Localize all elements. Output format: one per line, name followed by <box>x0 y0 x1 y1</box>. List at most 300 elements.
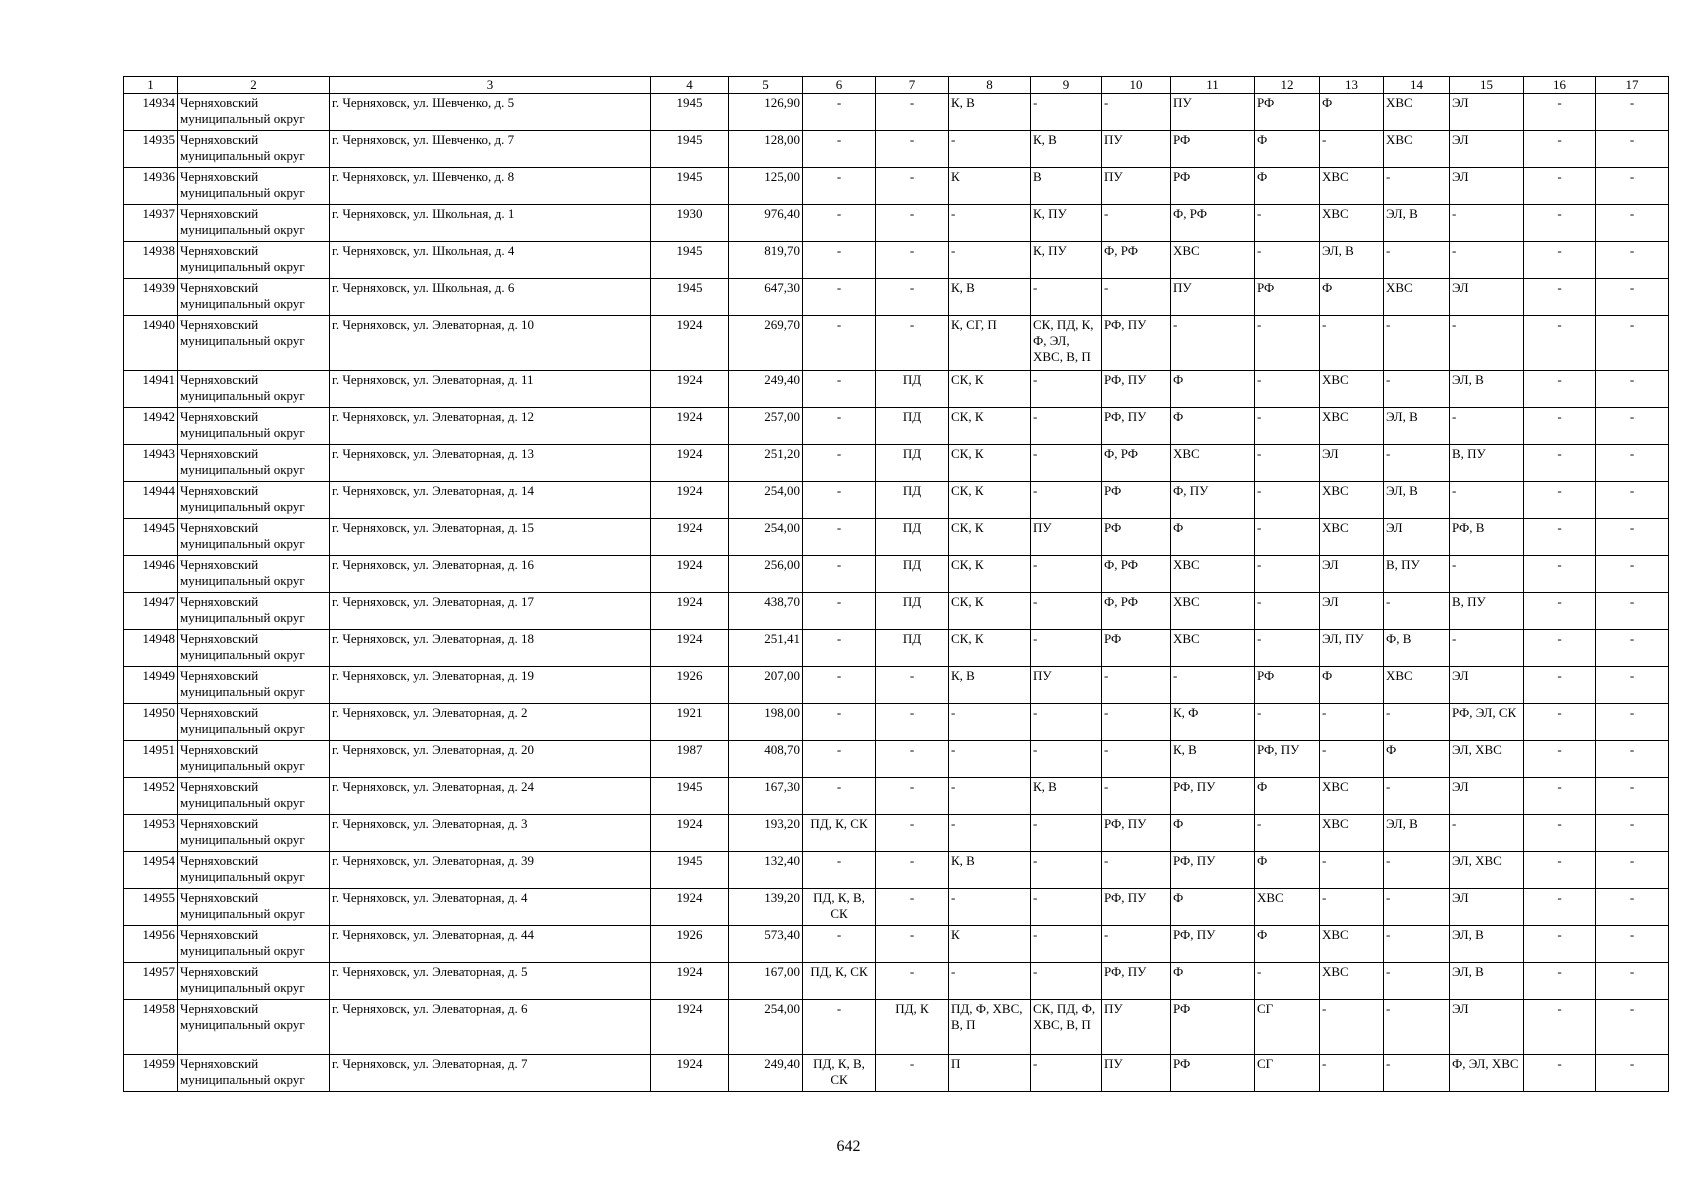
table-cell-col-12: - <box>1255 371 1320 408</box>
table-cell-col-13: ЭЛ <box>1320 556 1384 593</box>
table-cell-col-4: 1924 <box>651 482 729 519</box>
table-cell-col-6: - <box>803 94 876 131</box>
table-cell-col-17: - <box>1596 1055 1669 1092</box>
table-cell-col-4: 1924 <box>651 963 729 1000</box>
table-cell-col-9: - <box>1031 482 1102 519</box>
table-cell-col-13: ЭЛ, В <box>1320 242 1384 279</box>
column-number-cell: 16 <box>1524 77 1596 94</box>
table-cell-col-12: РФ <box>1255 667 1320 704</box>
table-cell-col-13: ХВС <box>1320 963 1384 1000</box>
table-cell-col-2: Черняховский муниципальный округ <box>178 556 330 593</box>
table-cell-col-9: К, ПУ <box>1031 205 1102 242</box>
table-cell-col-12: - <box>1255 593 1320 630</box>
table-cell-col-2: Черняховский муниципальный округ <box>178 630 330 667</box>
table-cell-col-2: Черняховский муниципальный округ <box>178 889 330 926</box>
table-cell-col-7: - <box>876 1055 949 1092</box>
table-cell-col-2: Черняховский муниципальный округ <box>178 704 330 741</box>
table-cell-col-17: - <box>1596 963 1669 1000</box>
table-cell-col-6: ПД, К, СК <box>803 963 876 1000</box>
table-cell-col-17: - <box>1596 482 1669 519</box>
table-cell-col-14: ХВС <box>1384 667 1450 704</box>
table-row <box>124 242 1669 279</box>
table-cell-col-7: ПД <box>876 408 949 445</box>
table-cell-col-17: - <box>1596 408 1669 445</box>
column-number-cell: 2 <box>178 77 330 94</box>
table-cell-col-1: 14936 <box>124 168 178 205</box>
column-number-cell: 1 <box>124 77 178 94</box>
table-cell-col-14: ЭЛ <box>1384 519 1450 556</box>
table-cell-col-6: - <box>803 482 876 519</box>
table-cell-col-3: г. Черняховск, ул. Школьная, д. 4 <box>330 242 651 279</box>
table-cell-col-13: - <box>1320 704 1384 741</box>
table-cell-col-17: - <box>1596 279 1669 316</box>
table-cell-col-4: 1945 <box>651 168 729 205</box>
table-cell-col-16: - <box>1524 630 1596 667</box>
table-cell-col-9: ПУ <box>1031 519 1102 556</box>
table-cell-col-15: ЭЛ <box>1450 778 1524 815</box>
table-cell-col-15: ЭЛ, ХВС <box>1450 852 1524 889</box>
table-cell-col-6: - <box>803 926 876 963</box>
table-cell-col-16: - <box>1524 519 1596 556</box>
column-number-cell: 12 <box>1255 77 1320 94</box>
table-cell-col-11: Ф, РФ <box>1171 205 1255 242</box>
table-cell-col-10: - <box>1102 279 1171 316</box>
table-cell-col-5: 257,00 <box>729 408 803 445</box>
table-cell-col-15: - <box>1450 408 1524 445</box>
table-row <box>124 778 1669 815</box>
table-cell-col-2: Черняховский муниципальный округ <box>178 741 330 778</box>
table-cell-col-7: - <box>876 94 949 131</box>
table-cell-col-14: - <box>1384 316 1450 371</box>
table-cell-col-16: - <box>1524 963 1596 1000</box>
table-cell-col-5: 207,00 <box>729 667 803 704</box>
table-cell-col-4: 1924 <box>651 519 729 556</box>
table-cell-col-4: 1987 <box>651 741 729 778</box>
table-cell-col-11: Ф <box>1171 519 1255 556</box>
table-cell-col-16: - <box>1524 593 1596 630</box>
table-cell-col-15: - <box>1450 205 1524 242</box>
table-cell-col-2: Черняховский муниципальный округ <box>178 168 330 205</box>
table-cell-col-13: ЭЛ <box>1320 445 1384 482</box>
table-cell-col-14: - <box>1384 168 1450 205</box>
table-cell-col-17: - <box>1596 704 1669 741</box>
table-body <box>124 77 1669 1092</box>
table-cell-col-7: ПД <box>876 556 949 593</box>
table-cell-col-2: Черняховский муниципальный округ <box>178 667 330 704</box>
table-cell-col-6: - <box>803 168 876 205</box>
table-cell-col-1: 14951 <box>124 741 178 778</box>
table-row <box>124 205 1669 242</box>
table-cell-col-13: - <box>1320 316 1384 371</box>
table-cell-col-8: СК, К <box>949 408 1031 445</box>
table-row <box>124 667 1669 704</box>
table-cell-col-9: - <box>1031 556 1102 593</box>
table-cell-col-15: - <box>1450 316 1524 371</box>
table-cell-col-15: - <box>1450 630 1524 667</box>
table-cell-col-8: К, В <box>949 279 1031 316</box>
table-cell-col-9: ПУ <box>1031 667 1102 704</box>
table-cell-col-1: 14939 <box>124 279 178 316</box>
table-cell-col-12: РФ <box>1255 279 1320 316</box>
table-cell-col-14: - <box>1384 242 1450 279</box>
table-cell-col-6: - <box>803 445 876 482</box>
table-cell-col-14: - <box>1384 778 1450 815</box>
table-cell-col-11: РФ, ПУ <box>1171 778 1255 815</box>
table-cell-col-8: - <box>949 963 1031 1000</box>
table-cell-col-16: - <box>1524 279 1596 316</box>
table-cell-col-14: - <box>1384 926 1450 963</box>
table-row <box>124 593 1669 630</box>
table-cell-col-6: - <box>803 279 876 316</box>
table-cell-col-9: - <box>1031 704 1102 741</box>
table-cell-col-5: 254,00 <box>729 482 803 519</box>
table-cell-col-15: В, ПУ <box>1450 593 1524 630</box>
table-cell-col-3: г. Черняховск, ул. Элеваторная, д. 2 <box>330 704 651 741</box>
table-cell-col-9: - <box>1031 852 1102 889</box>
table-cell-col-8: К, В <box>949 667 1031 704</box>
table-cell-col-7: ПД <box>876 482 949 519</box>
table-cell-col-3: г. Черняховск, ул. Шевченко, д. 5 <box>330 94 651 131</box>
table-cell-col-5: 408,70 <box>729 741 803 778</box>
table-cell-col-4: 1924 <box>651 1000 729 1055</box>
column-number-cell: 6 <box>803 77 876 94</box>
table-cell-col-6: - <box>803 778 876 815</box>
table-cell-col-8: - <box>949 815 1031 852</box>
table-cell-col-16: - <box>1524 1055 1596 1092</box>
table-cell-col-14: ЭЛ, В <box>1384 205 1450 242</box>
table-cell-col-15: ЭЛ, В <box>1450 371 1524 408</box>
table-cell-col-11: ХВС <box>1171 630 1255 667</box>
table-cell-col-4: 1924 <box>651 630 729 667</box>
table-row <box>124 408 1669 445</box>
table-cell-col-3: г. Черняховск, ул. Школьная, д. 1 <box>330 205 651 242</box>
table-cell-col-9: - <box>1031 279 1102 316</box>
table-cell-col-17: - <box>1596 316 1669 371</box>
table-cell-col-16: - <box>1524 242 1596 279</box>
table-cell-col-17: - <box>1596 815 1669 852</box>
table-cell-col-14: - <box>1384 889 1450 926</box>
table-cell-col-12: СГ <box>1255 1000 1320 1055</box>
table-cell-col-11: К, Ф <box>1171 704 1255 741</box>
table-row <box>124 963 1669 1000</box>
table-cell-col-16: - <box>1524 778 1596 815</box>
table-cell-col-16: - <box>1524 815 1596 852</box>
table-cell-col-12: Ф <box>1255 168 1320 205</box>
table-cell-col-6: - <box>803 371 876 408</box>
table-cell-col-3: г. Черняховск, ул. Элеваторная, д. 18 <box>330 630 651 667</box>
table-cell-col-5: 132,40 <box>729 852 803 889</box>
table-cell-col-3: г. Черняховск, ул. Элеваторная, д. 24 <box>330 778 651 815</box>
table-cell-col-16: - <box>1524 889 1596 926</box>
table-cell-col-4: 1924 <box>651 593 729 630</box>
table-cell-col-1: 14957 <box>124 963 178 1000</box>
table-row <box>124 889 1669 926</box>
table-cell-col-14: - <box>1384 1000 1450 1055</box>
table-cell-col-11: - <box>1171 667 1255 704</box>
table-cell-col-12: ХВС <box>1255 889 1320 926</box>
table-cell-col-5: 269,70 <box>729 316 803 371</box>
table-cell-col-14: - <box>1384 704 1450 741</box>
table-cell-col-16: - <box>1524 741 1596 778</box>
table-cell-col-1: 14941 <box>124 371 178 408</box>
table-cell-col-10: - <box>1102 704 1171 741</box>
table-cell-col-11: ХВС <box>1171 445 1255 482</box>
table-cell-col-12: Ф <box>1255 852 1320 889</box>
table-cell-col-3: г. Черняховск, ул. Элеваторная, д. 16 <box>330 556 651 593</box>
table-cell-col-13: - <box>1320 741 1384 778</box>
table-cell-col-12: - <box>1255 519 1320 556</box>
table-cell-col-5: 167,30 <box>729 778 803 815</box>
table-cell-col-14: - <box>1384 852 1450 889</box>
column-number-cell: 17 <box>1596 77 1669 94</box>
table-cell-col-13: - <box>1320 1055 1384 1092</box>
table-cell-col-7: - <box>876 131 949 168</box>
table-cell-col-14: ХВС <box>1384 131 1450 168</box>
table-cell-col-4: 1924 <box>651 371 729 408</box>
table-cell-col-12: - <box>1255 445 1320 482</box>
table-row <box>124 630 1669 667</box>
table-cell-col-1: 14959 <box>124 1055 178 1092</box>
table-cell-col-11: РФ <box>1171 131 1255 168</box>
table-cell-col-7: - <box>876 852 949 889</box>
table-cell-col-14: - <box>1384 963 1450 1000</box>
table-cell-col-1: 14938 <box>124 242 178 279</box>
table-cell-col-6: - <box>803 556 876 593</box>
table-cell-col-6: ПД, К, В, СК <box>803 889 876 926</box>
table-cell-col-14: ЭЛ, В <box>1384 408 1450 445</box>
table-cell-col-15: ЭЛ <box>1450 1000 1524 1055</box>
table-cell-col-17: - <box>1596 593 1669 630</box>
table-cell-col-9: - <box>1031 94 1102 131</box>
table-cell-col-13: ХВС <box>1320 815 1384 852</box>
table-row <box>124 704 1669 741</box>
table-cell-col-9: - <box>1031 630 1102 667</box>
table-cell-col-9: - <box>1031 741 1102 778</box>
table-cell-col-16: - <box>1524 371 1596 408</box>
table-cell-col-8: - <box>949 131 1031 168</box>
table-row <box>124 279 1669 316</box>
table-cell-col-15: - <box>1450 242 1524 279</box>
housing-registry-table <box>123 76 1669 1092</box>
table-cell-col-10: РФ, ПУ <box>1102 408 1171 445</box>
table-cell-col-17: - <box>1596 741 1669 778</box>
table-cell-col-12: Ф <box>1255 926 1320 963</box>
table-cell-col-15: РФ, ЭЛ, СК <box>1450 704 1524 741</box>
table-cell-col-12: РФ <box>1255 94 1320 131</box>
table-cell-col-5: 193,20 <box>729 815 803 852</box>
table-cell-col-10: - <box>1102 205 1171 242</box>
table-cell-col-8: СК, К <box>949 371 1031 408</box>
table-cell-col-7: - <box>876 279 949 316</box>
table-cell-col-11: ХВС <box>1171 242 1255 279</box>
table-cell-col-12: - <box>1255 316 1320 371</box>
table-cell-col-7: ПД <box>876 593 949 630</box>
table-cell-col-1: 14934 <box>124 94 178 131</box>
table-cell-col-9: СК, ПД, К, Ф, ЭЛ, ХВС, В, П <box>1031 316 1102 371</box>
table-cell-col-14: - <box>1384 445 1450 482</box>
table-cell-col-9: - <box>1031 815 1102 852</box>
table-cell-col-4: 1930 <box>651 205 729 242</box>
table-cell-col-15: ЭЛ <box>1450 279 1524 316</box>
table-cell-col-8: СК, К <box>949 630 1031 667</box>
table-cell-col-9: СК, ПД, Ф, ХВС, В, П <box>1031 1000 1102 1055</box>
table-cell-col-16: - <box>1524 168 1596 205</box>
table-row <box>124 852 1669 889</box>
table-cell-col-3: г. Черняховск, ул. Элеваторная, д. 11 <box>330 371 651 408</box>
table-cell-col-5: 256,00 <box>729 556 803 593</box>
table-cell-col-16: - <box>1524 205 1596 242</box>
table-cell-col-4: 1924 <box>651 316 729 371</box>
table-cell-col-6: - <box>803 667 876 704</box>
table-cell-col-10: - <box>1102 852 1171 889</box>
table-cell-col-14: В, ПУ <box>1384 556 1450 593</box>
table-cell-col-13: ЭЛ <box>1320 593 1384 630</box>
table-cell-col-8: СК, К <box>949 519 1031 556</box>
table-cell-col-10: РФ <box>1102 519 1171 556</box>
table-cell-col-7: - <box>876 667 949 704</box>
table-cell-col-2: Черняховский муниципальный округ <box>178 1055 330 1092</box>
table-cell-col-8: - <box>949 778 1031 815</box>
table-cell-col-12: - <box>1255 205 1320 242</box>
table-cell-col-4: 1945 <box>651 131 729 168</box>
table-cell-col-2: Черняховский муниципальный округ <box>178 279 330 316</box>
table-cell-col-10: РФ <box>1102 482 1171 519</box>
table-row <box>124 445 1669 482</box>
table-cell-col-7: ПД, К <box>876 1000 949 1055</box>
table-cell-col-6: - <box>803 741 876 778</box>
table-cell-col-1: 14949 <box>124 667 178 704</box>
table-cell-col-3: г. Черняховск, ул. Элеваторная, д. 15 <box>330 519 651 556</box>
table-cell-col-10: РФ, ПУ <box>1102 316 1171 371</box>
table-cell-col-1: 14950 <box>124 704 178 741</box>
table-cell-col-5: 126,90 <box>729 94 803 131</box>
table-cell-col-12: - <box>1255 704 1320 741</box>
table-cell-col-15: Ф, ЭЛ, ХВС <box>1450 1055 1524 1092</box>
table-cell-col-17: - <box>1596 371 1669 408</box>
table-cell-col-11: ПУ <box>1171 94 1255 131</box>
table-cell-col-3: г. Черняховск, ул. Элеваторная, д. 4 <box>330 889 651 926</box>
table-cell-col-16: - <box>1524 556 1596 593</box>
table-cell-col-7: - <box>876 316 949 371</box>
table-cell-col-4: 1924 <box>651 815 729 852</box>
table-cell-col-13: ХВС <box>1320 168 1384 205</box>
column-number-cell: 13 <box>1320 77 1384 94</box>
table-cell-col-8: К <box>949 168 1031 205</box>
table-cell-col-7: - <box>876 704 949 741</box>
table-cell-col-6: - <box>803 408 876 445</box>
table-cell-col-3: г. Черняховск, ул. Элеваторная, д. 12 <box>330 408 651 445</box>
table-cell-col-6: - <box>803 242 876 279</box>
table-cell-col-10: Ф, РФ <box>1102 445 1171 482</box>
table-row <box>124 168 1669 205</box>
column-number-cell: 4 <box>651 77 729 94</box>
table-cell-col-17: - <box>1596 1000 1669 1055</box>
table-cell-col-15: ЭЛ <box>1450 131 1524 168</box>
table-cell-col-5: 976,40 <box>729 205 803 242</box>
table-cell-col-10: РФ, ПУ <box>1102 371 1171 408</box>
table-cell-col-3: г. Черняховск, ул. Элеваторная, д. 6 <box>330 1000 651 1055</box>
table-cell-col-1: 14955 <box>124 889 178 926</box>
table-cell-col-15: ЭЛ <box>1450 94 1524 131</box>
table-cell-col-4: 1945 <box>651 242 729 279</box>
table-cell-col-8: - <box>949 205 1031 242</box>
table-cell-col-13: ХВС <box>1320 205 1384 242</box>
table-cell-col-1: 14943 <box>124 445 178 482</box>
table-cell-col-7: - <box>876 926 949 963</box>
table-row <box>124 131 1669 168</box>
table-cell-col-2: Черняховский муниципальный округ <box>178 316 330 371</box>
table-cell-col-14: Ф <box>1384 741 1450 778</box>
column-number-cell: 8 <box>949 77 1031 94</box>
table-cell-col-2: Черняховский муниципальный округ <box>178 778 330 815</box>
table-cell-col-15: ЭЛ <box>1450 667 1524 704</box>
table-cell-col-12: - <box>1255 242 1320 279</box>
table-cell-col-8: СК, К <box>949 482 1031 519</box>
table-cell-col-3: г. Черняховск, ул. Элеваторная, д. 7 <box>330 1055 651 1092</box>
table-cell-col-8: ПД, Ф, ХВС, В, П <box>949 1000 1031 1055</box>
table-cell-col-3: г. Черняховск, ул. Элеваторная, д. 13 <box>330 445 651 482</box>
table-cell-col-17: - <box>1596 630 1669 667</box>
table-cell-col-2: Черняховский муниципальный округ <box>178 131 330 168</box>
table-cell-col-5: 573,40 <box>729 926 803 963</box>
table-cell-col-10: РФ, ПУ <box>1102 889 1171 926</box>
table-cell-col-1: 14953 <box>124 815 178 852</box>
table-cell-col-6: - <box>803 131 876 168</box>
table-cell-col-2: Черняховский муниципальный округ <box>178 482 330 519</box>
table-cell-col-12: - <box>1255 482 1320 519</box>
table-cell-col-3: г. Черняховск, ул. Элеваторная, д. 39 <box>330 852 651 889</box>
table-row <box>124 556 1669 593</box>
table-cell-col-3: г. Черняховск, ул. Школьная, д. 6 <box>330 279 651 316</box>
table-cell-col-11: ХВС <box>1171 593 1255 630</box>
table-cell-col-8: СК, К <box>949 445 1031 482</box>
table-cell-col-10: ПУ <box>1102 168 1171 205</box>
table-cell-col-1: 14945 <box>124 519 178 556</box>
table-cell-col-7: - <box>876 205 949 242</box>
table-cell-col-10: РФ <box>1102 630 1171 667</box>
table-cell-col-13: Ф <box>1320 279 1384 316</box>
table-cell-col-8: - <box>949 704 1031 741</box>
table-cell-col-14: - <box>1384 1055 1450 1092</box>
table-cell-col-10: - <box>1102 741 1171 778</box>
table-cell-col-9: - <box>1031 408 1102 445</box>
table-cell-col-2: Черняховский муниципальный округ <box>178 408 330 445</box>
table-cell-col-2: Черняховский муниципальный округ <box>178 371 330 408</box>
table-cell-col-11: ХВС <box>1171 556 1255 593</box>
table-cell-col-13: Ф <box>1320 667 1384 704</box>
table-cell-col-6: - <box>803 593 876 630</box>
table-cell-col-11: РФ <box>1171 1000 1255 1055</box>
table-cell-col-16: - <box>1524 94 1596 131</box>
table-cell-col-2: Черняховский муниципальный округ <box>178 1000 330 1055</box>
table-cell-col-8: К <box>949 926 1031 963</box>
table-cell-col-14: - <box>1384 593 1450 630</box>
table-cell-col-17: - <box>1596 889 1669 926</box>
table-cell-col-3: г. Черняховск, ул. Элеваторная, д. 3 <box>330 815 651 852</box>
column-number-cell: 10 <box>1102 77 1171 94</box>
table-cell-col-5: 167,00 <box>729 963 803 1000</box>
table-row <box>124 482 1669 519</box>
table-cell-col-13: ХВС <box>1320 778 1384 815</box>
table-cell-col-4: 1945 <box>651 94 729 131</box>
table-cell-col-4: 1945 <box>651 852 729 889</box>
table-row <box>124 1055 1669 1092</box>
table-cell-col-5: 249,40 <box>729 371 803 408</box>
table-cell-col-13: - <box>1320 131 1384 168</box>
table-cell-col-1: 14954 <box>124 852 178 889</box>
table-cell-col-9: В <box>1031 168 1102 205</box>
table-cell-col-1: 14946 <box>124 556 178 593</box>
